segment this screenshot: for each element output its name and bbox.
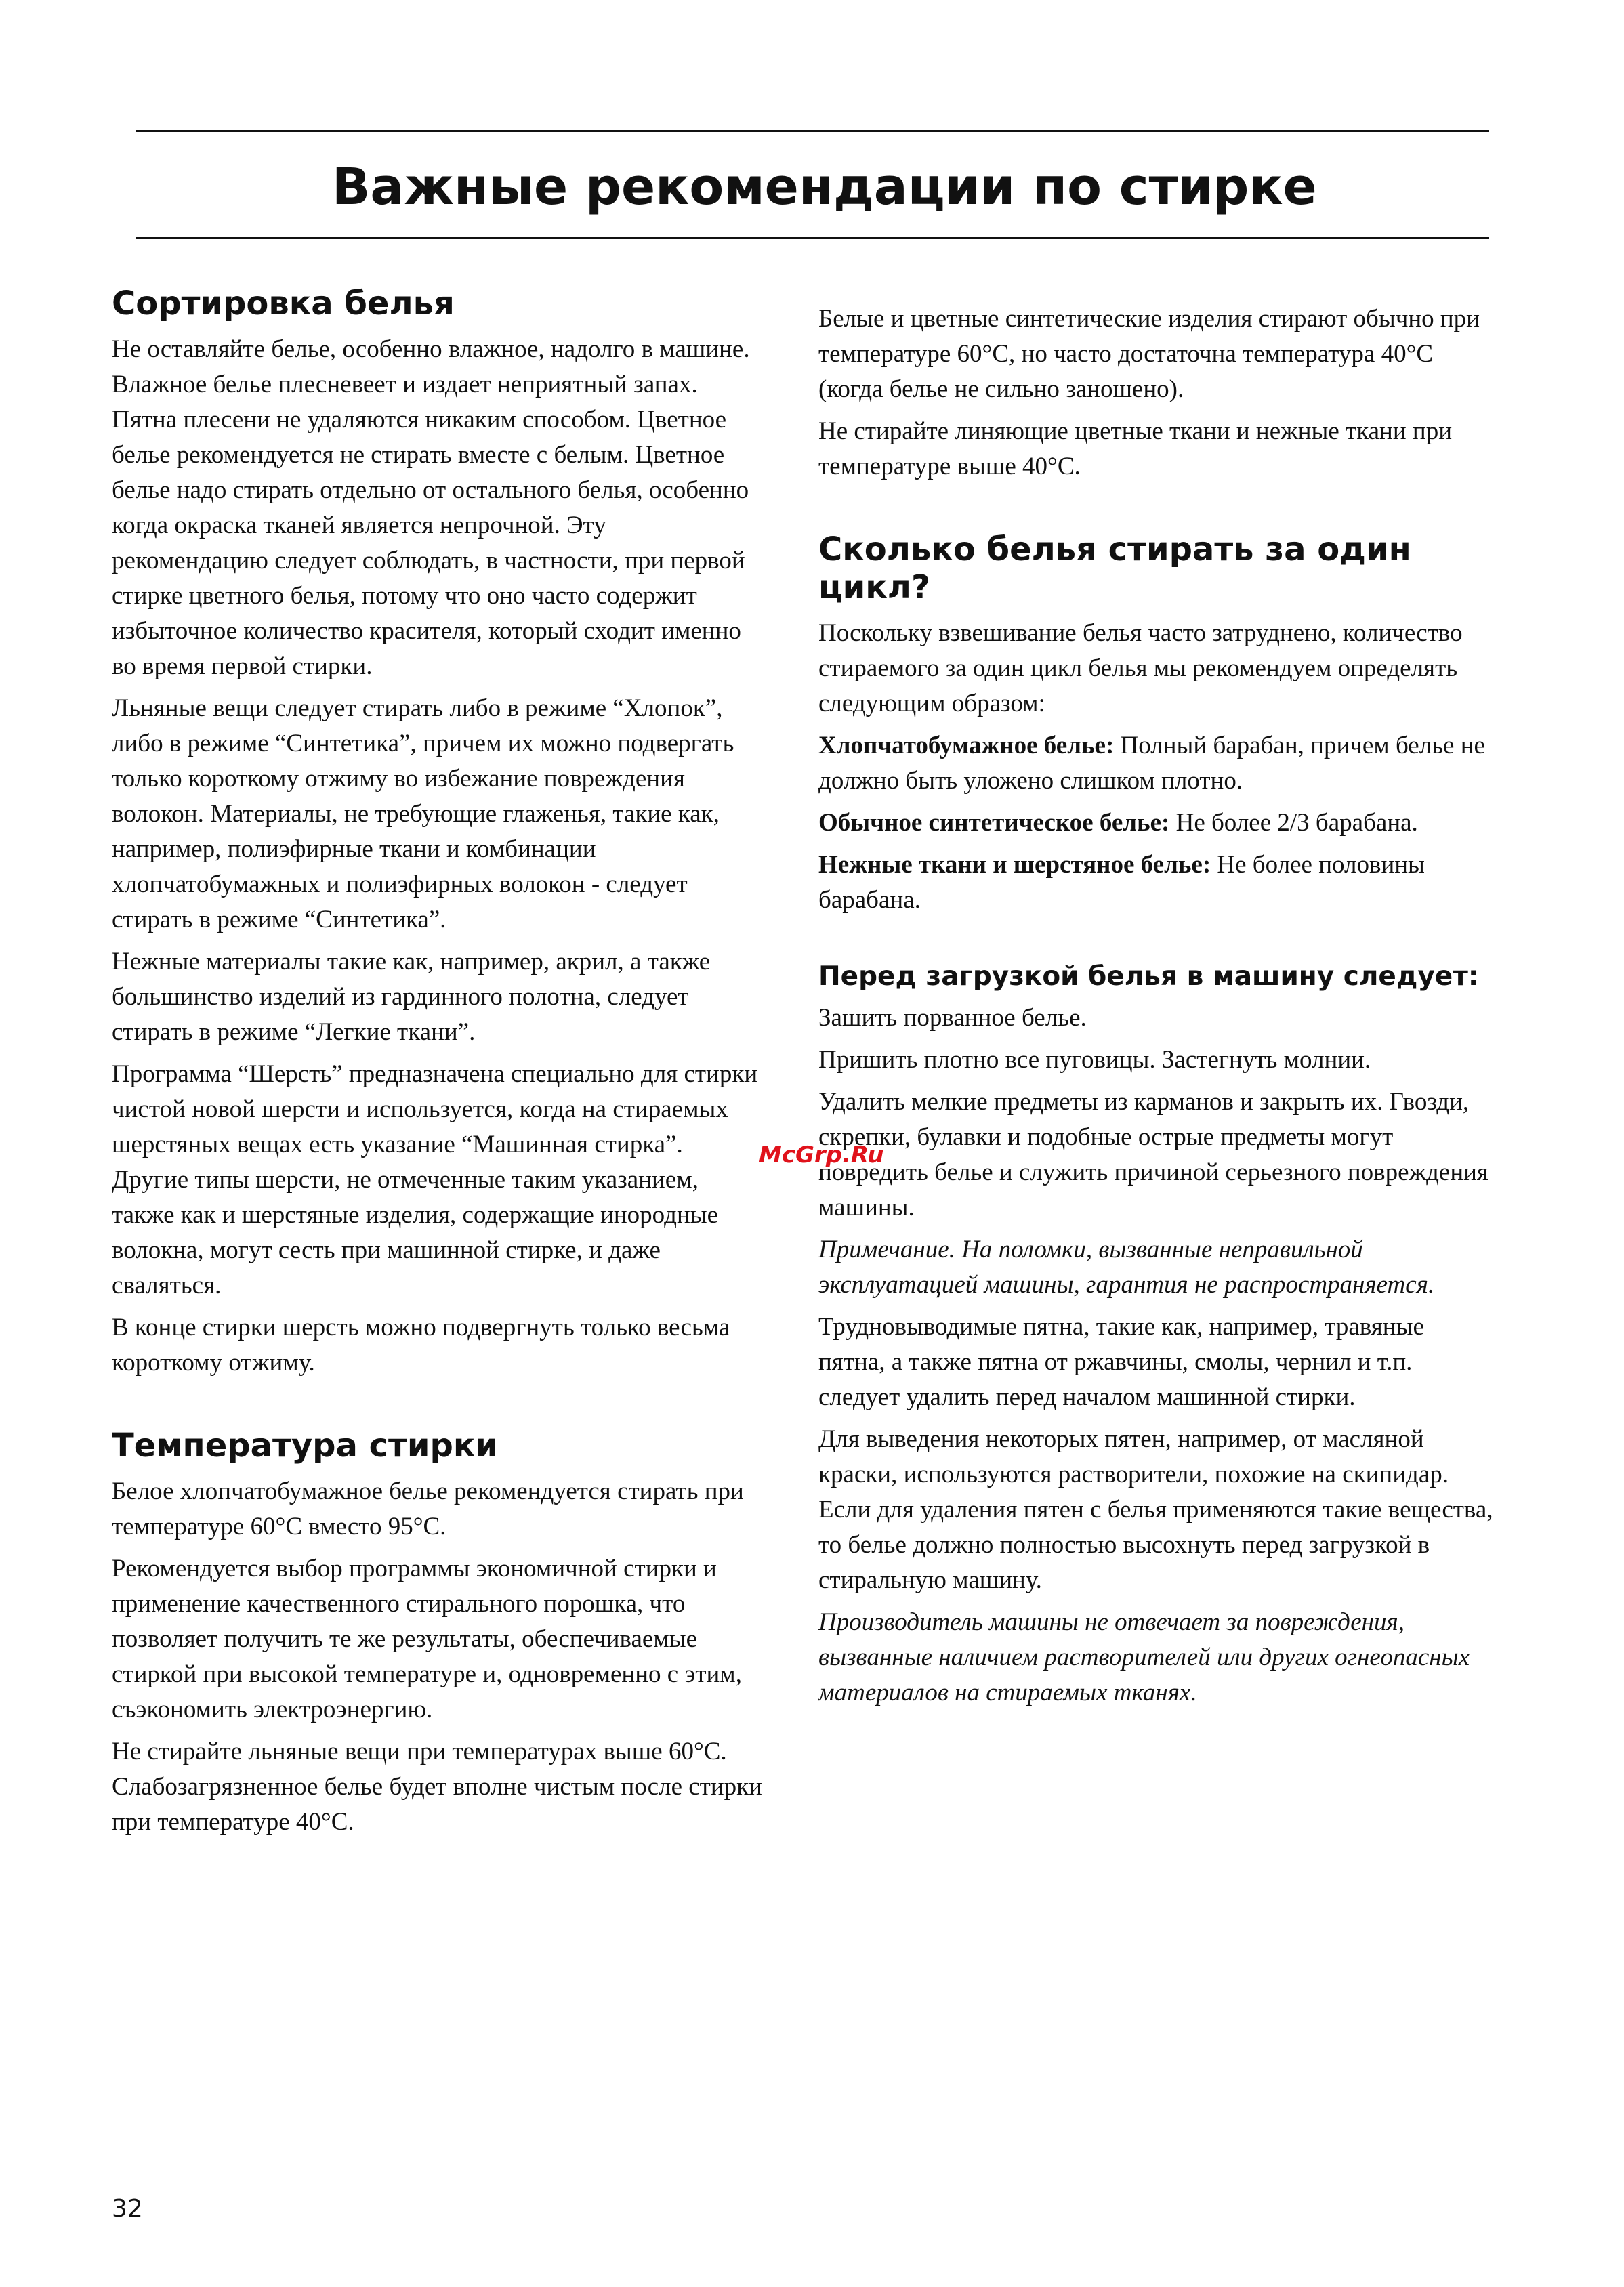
load-item-label: Нежные ткани и шерстяное белье: bbox=[818, 851, 1211, 879]
watermark: McGrp.Ru bbox=[759, 1141, 884, 1169]
temperature-paragraph: Белое хлопчатобумажное белье рекомендуется стирать при температуре 60°С вместо 95°С. bbox=[112, 1477, 744, 1540]
sorting-section bbox=[112, 285, 762, 1381]
before-loading-paragraph: Зашить порванное белье. bbox=[818, 1004, 1087, 1032]
load-item-label: Хлопчатобумажное белье: bbox=[818, 732, 1115, 759]
before-loading-section bbox=[818, 961, 1496, 1711]
before-loading-paragraph: Трудновыводимые пятна, такие как, например, травяные пятна, а также пятна от ржавчины, смолы, чернил и т.п. следует удалить перед началом машинной стирки. bbox=[818, 1313, 1424, 1411]
sorting-paragraph: В конце стирки шерсть можно подвергнуть только весьма короткому отжиму. bbox=[112, 1314, 730, 1377]
temperature-section bbox=[112, 1427, 762, 1840]
left-column bbox=[112, 285, 762, 1847]
temperature-heading: Температура стирки bbox=[112, 1427, 499, 1465]
load-heading: Сколько белья стирать за один цикл? bbox=[818, 530, 1411, 606]
load-item bbox=[818, 847, 1496, 918]
temperature-paragraph: Не стирайте льняные вещи при температурах выше 60°С. Слабозагрязненное белье будет вполне чистым после стирки при температуре 40°С. bbox=[112, 1738, 762, 1836]
load-section bbox=[818, 530, 1496, 918]
manufacturer-disclaimer: Производитель машины не отвечает за повреждения, вызванные наличием растворителей или других огнеопасных материалов на стираемых тканях. bbox=[818, 1608, 1470, 1706]
page-title: Важные рекомендации по стирке bbox=[318, 140, 1331, 234]
sorting-paragraph: Не оставляйте белье, особенно влажное, надолго в машине. Влажное белье плесневеет и издает неприятный запах. Пятна плесени не удаляются никаким способом. Цветное белье рекомендуется не стирать вместе с белым. Цветное белье надо стирать отдельно от остального белья, особенно когда окраска тканей является непрочной. Эту рекомендацию следует соблюдать, в частности, при первой стирке цветного белья, потому что оно часто содержит избыточное количество красителя, который сходит именно во время первой стирки. bbox=[112, 335, 750, 680]
load-intro: Поскольку взвешивание белья часто затруднено, количество стираемого за один цикл белья мы рекомендуем определять следующим образом: bbox=[818, 619, 1463, 717]
load-item bbox=[818, 805, 1496, 841]
before-loading-paragraph: Для выведения некоторых пятен, например, от масляной краски, используются растворители, похожие на скипидар. Если для удаления пятен с белья применяются такие вещества, то белье должно полностью высохнуть перед загрузкой в стиральную машину. bbox=[818, 1425, 1493, 1594]
synthetics-paragraph: Не стирайте линяющие цветные ткани и нежные ткани при температуре выше 40°С. bbox=[818, 417, 1453, 480]
synthetics-section bbox=[818, 301, 1496, 484]
before-loading-heading: Перед загрузкой белья в машину следует: bbox=[818, 961, 1479, 992]
temperature-paragraph: Рекомендуется выбор программы экономичной стирки и применение качественного стирального порошка, что позволяет получить те же результаты, обеспечиваемые стиркой при высокой температуре и, одновременно с этим, съэкономить электроэнергию. bbox=[112, 1555, 742, 1723]
load-item bbox=[818, 728, 1496, 799]
right-column bbox=[818, 301, 1496, 1717]
before-loading-paragraph: Удалить мелкие предметы из карманов и закрыть их. Гвозди, скрепки, булавки и подобные острые предметы могут повредить белье и служить причиной серьезного повреждения машины. bbox=[818, 1088, 1488, 1221]
sorting-heading: Сортировка белья bbox=[112, 285, 455, 322]
sorting-paragraph: Нежные материалы такие как, например, акрил, а также большинство изделий из гардинного полотна, следует стирать в режиме “Легкие ткани”. bbox=[112, 948, 711, 1046]
sorting-paragraph: Льняные вещи следует стирать либо в режиме “Хлопок”, либо в режиме “Синтетика”, причем их можно подвергать только короткому отжиму во избежание повреждения волокон. Материалы, не требующие глаженья, такие как, например, полиэфирные ткани и комбинации хлопчатобумажных и полиэфирных волокон - следует стирать в режиме “Синтетика”. bbox=[112, 694, 734, 933]
warranty-note: Примечание. На поломки, вызванные неправильной эксплуатацией машины, гарантия не распространяется. bbox=[818, 1236, 1435, 1299]
load-item-text: Не более половины барабана. bbox=[818, 851, 1425, 914]
load-item-label: Обычное синтетическое белье: bbox=[818, 809, 1170, 837]
title-underline-rule bbox=[136, 237, 1489, 239]
load-item-text: Полный барабан, причем белье не должно быть уложено слишком плотно. bbox=[818, 732, 1485, 795]
page-number: 32 bbox=[112, 2195, 143, 2223]
load-item-text: Не более 2/3 барабана. bbox=[1175, 809, 1418, 837]
before-loading-paragraph: Пришить плотно все пуговицы. Застегнуть молнии. bbox=[818, 1046, 1371, 1074]
sorting-paragraph: Программа “Шерсть” предназначена специально для стирки чистой новой шерсти и используется, когда на стираемых шерстяных вещах есть указание “Машинная стирка”. Другие типы шерсти, не отмеченные таким указанием, также как и шерстяные изделия, содержащие инородные волокна, могут сесть при машинной стирке, и даже сваляться. bbox=[112, 1060, 758, 1299]
synthetics-paragraph: Белые и цветные синтетические изделия стирают обычно при температуре 60°С, но часто достаточна температура 40°С (когда белье не сильно заношено). bbox=[818, 305, 1480, 403]
top-rule bbox=[136, 130, 1489, 132]
